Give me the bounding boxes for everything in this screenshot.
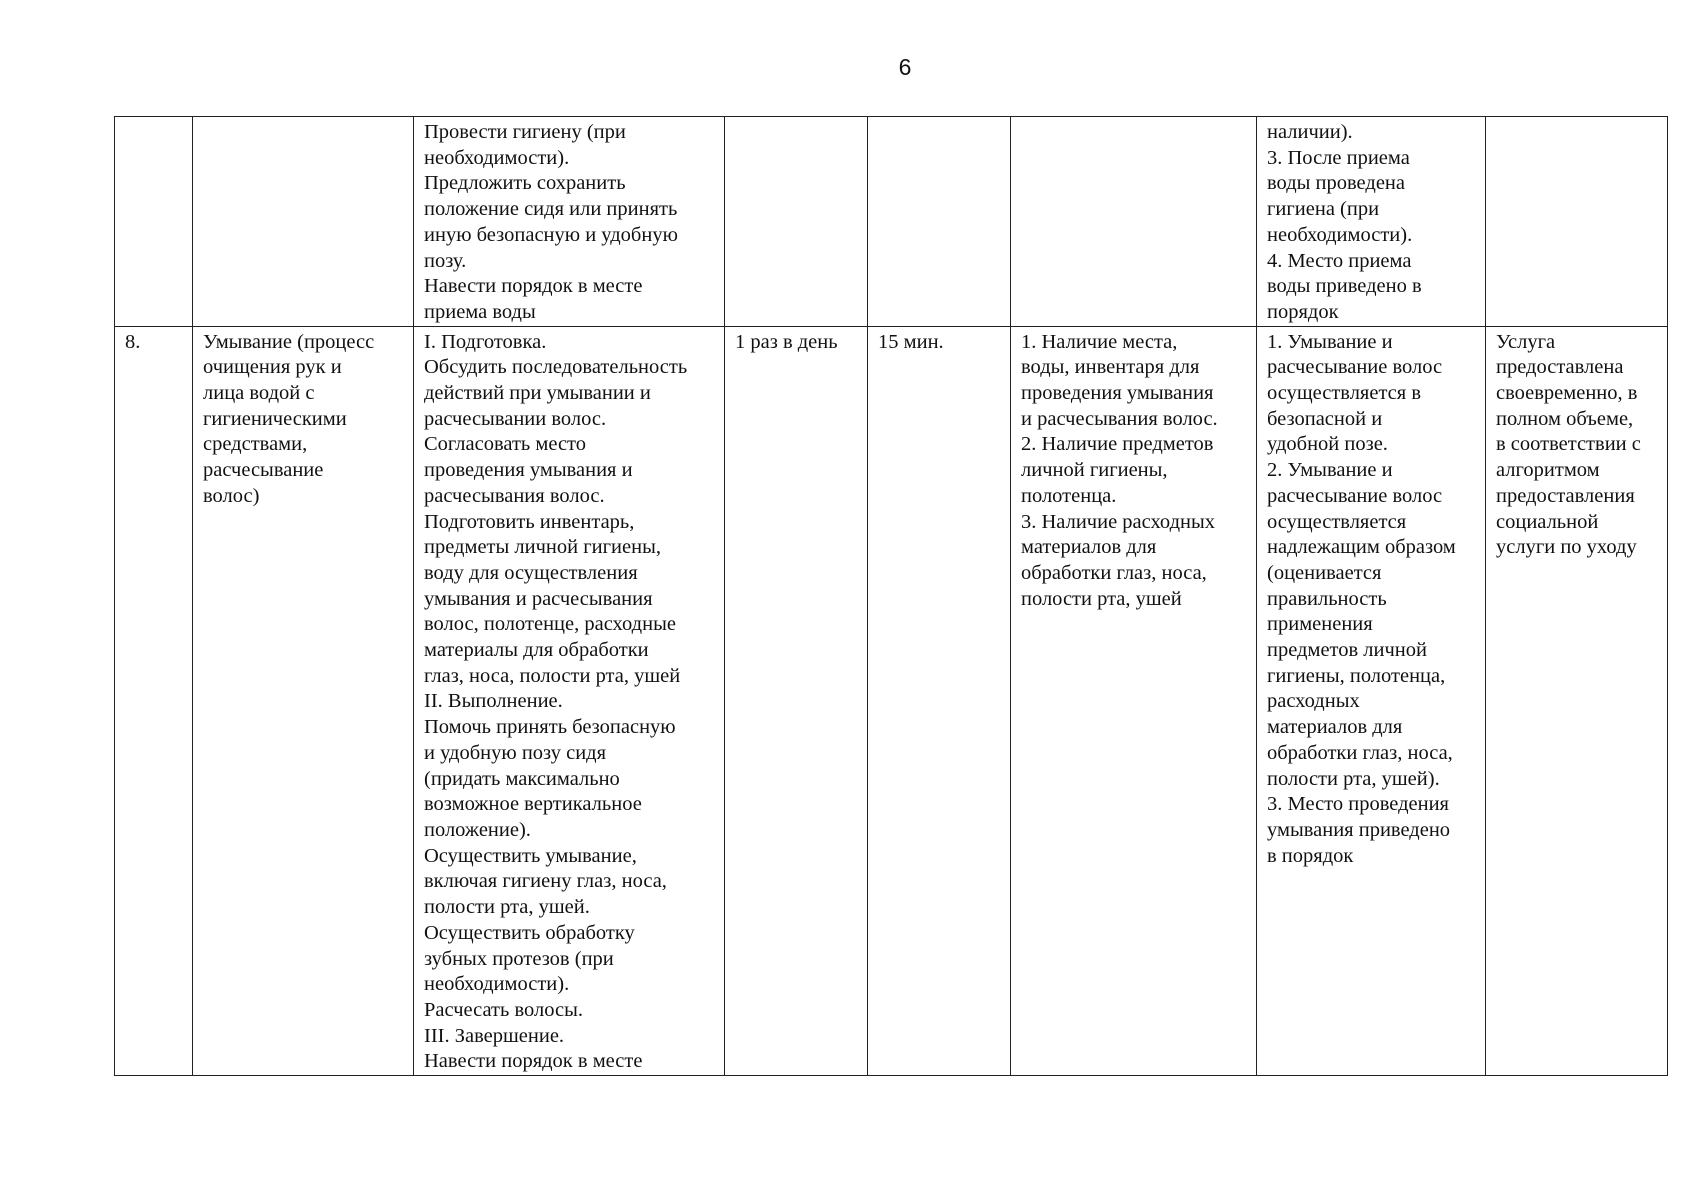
cell-evaluation xyxy=(1486,117,1668,327)
cell-actions: Провести гигиену (при необходимости). Предложить сохранить положение сидя или принять иную безопасную и удобную позу. Навести порядок в месте приема воды xyxy=(414,117,725,327)
cell-frequency xyxy=(725,117,868,327)
cell-service: Умывание (процесс очищения рук и лица водой с гигиеническими средствами, расчесывание волос) xyxy=(193,326,414,1075)
cell-duration: 15 мин. xyxy=(868,326,1011,1075)
cell-result: наличии). 3. После приема воды проведена гигиена (при необходимости). 4. Место приема воды приведено в порядок xyxy=(1257,117,1486,327)
cell-conditions xyxy=(1011,117,1257,327)
cell-conditions: 1. Наличие места, воды, инвентаря для проведения умывания и расчесывания волос. 2. Наличие предметов личной гигиены, полотенца. 3. Наличие расходных материалов для обработки глаз, носа, полости рта, ушей xyxy=(1011,326,1257,1075)
cell-number: 8. xyxy=(115,326,193,1075)
cell-actions: I. Подготовка. Обсудить последовательность действий при умывании и расчесывании волос. Согласовать место проведения умывания и расчесывания волос. Подготовить инвентарь, предметы личной гигиены, воду для осуществления умывания и расчесывания волос, полотенце, расходные материалы для обработки глаз, носа, полости рта, ушей II. Выполнение. Помочь принять безопасную и удобную позу сидя (придать максимально возможное вертикальное положение). Осуществить умывание, включая гигиену глаз, носа, полости рта, ушей. Осуществить обработку зубных протезов (при необходимости). Расчесать волосы. III. Завершение. Навести порядок в месте xyxy=(414,326,725,1075)
table-row xyxy=(115,326,1668,1075)
page-number: 6 xyxy=(898,54,912,80)
cell-result: 1. Умывание и расчесывание волос осуществляется в безопасной и удобной позе. 2. Умывание и расчесывание волос осуществляется надлежащим образом (оценивается правильность применения предметов личной гигиены, полотенца, расходных материалов для обработки глаз, носа, полости рта, ушей). 3. Место проведения умывания приведено в порядок xyxy=(1257,326,1486,1075)
cell-frequency: 1 раз в день xyxy=(725,326,868,1075)
cell-number xyxy=(115,117,193,327)
services-table xyxy=(114,116,1668,1076)
table-row xyxy=(115,117,1668,327)
cell-evaluation: Услуга предоставлена своевременно, в полном объеме, в соответствии с алгоритмом предоставления социальной услуги по уходу xyxy=(1486,326,1668,1075)
cell-duration xyxy=(868,117,1011,327)
cell-service xyxy=(193,117,414,327)
